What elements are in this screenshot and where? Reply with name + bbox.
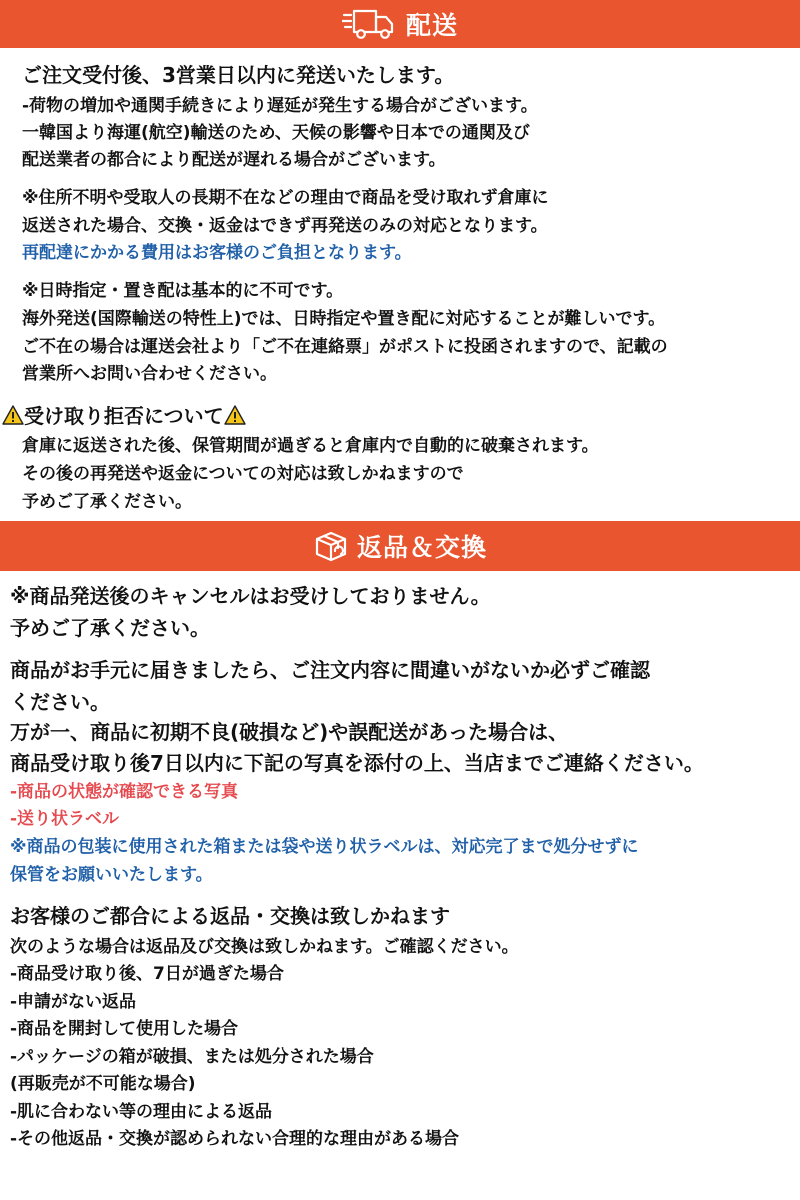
warning-icon — [224, 405, 246, 425]
returns-line: -肌に合わない等の理由による返品 — [10, 1102, 273, 1122]
refusal-line: 予めご了承ください。 — [22, 492, 192, 512]
shipping-line: ※住所不明や受取人の長期不在などの理由で商品を受け取れず倉庫に — [22, 188, 549, 208]
shipping-line: ご不在の場合は運送会社より「ご不在連絡票」がポストに投函されますので、記載の — [22, 337, 668, 357]
returns-line: 商品受け取り後7日以内に下記の写真を添付の上、当店までご連絡ください。 — [10, 751, 704, 775]
shipping-banner — [0, 0, 800, 48]
returns-line: ※商品発送後のキャンセルはお受けしておりません。 — [10, 584, 491, 608]
shipping-line: ※日時指定・置き配は基本的に不可です。 — [22, 281, 344, 301]
returns-line: (再販売が不可能な場合) — [10, 1074, 196, 1094]
shipping-line: 配送業者の都合により配送が遅れる場合がございます。 — [22, 150, 446, 170]
returns-line-note: ※商品の包装に使用された箱または袋や送り状ラベルは、対応完了まで処分せずに — [10, 837, 639, 857]
returns-line: 次のような場合は返品及び交換は致しかねます。ご確認ください。 — [10, 937, 519, 957]
returns-line: 予めご了承ください。 — [10, 616, 210, 640]
shipping-line-note: 再配達にかかる費用はお客様のご負担となります。 — [22, 243, 412, 263]
returns-line: ください。 — [10, 690, 110, 714]
package-box-icon — [313, 529, 349, 563]
returns-line: -商品を開封して使用した場合 — [10, 1019, 239, 1039]
shipping-line: ご注文受付後、3営業日以内に発送いたします。 — [22, 63, 455, 87]
returns-line: -パッケージの箱が破損、または処分された場合 — [10, 1047, 374, 1067]
shipping-line: -荷物の増加や通関手続きにより遅延が発生する場合がございます。 — [22, 96, 538, 116]
shipping-line: 海外発送(国際輸送の特性上)では、日時指定や置き配に対応することが難しいです。 — [22, 309, 666, 329]
returns-banner — [0, 521, 800, 571]
shipping-line: 一韓国より海運(航空)輸送のため、天候の影響や日本での通関及び — [22, 123, 530, 143]
refusal-line: 倉庫に返送された後、保管期間が過ぎると倉庫内で自動的に破棄されます。 — [22, 436, 599, 456]
returns-title: 返品＆交換 — [356, 533, 487, 562]
shipping-line: 営業所へお問い合わせください。 — [22, 364, 277, 384]
warning-icon — [2, 405, 24, 425]
returns-line: 商品がお手元に届きましたら、ご注文内容に間違いがないか必ずご確認 — [10, 658, 650, 682]
shipping-line: 返送された場合、交換・返金はできず再発送のみの対応となります。 — [22, 216, 548, 236]
returns-line: -その他返品・交換が認められない合理的な理由がある場合 — [10, 1129, 460, 1149]
returns-line: -商品受け取り後、7日が過ぎた場合 — [10, 964, 284, 984]
shipping-title: 配送 — [405, 11, 458, 40]
returns-line-label: -送り状ラベル — [10, 809, 120, 829]
refusal-heading-text: 受け取り拒否について — [24, 404, 224, 428]
refusal-line: その後の再発送や返金についての対応は致しかねますので — [22, 464, 464, 484]
returns-line-note: 保管をお願いいたします。 — [10, 865, 213, 885]
returns-line: 万が一、商品に初期不良(破損など)や誤配送があった場合は、 — [10, 720, 569, 744]
returns-line-photo: -商品の状態が確認できる写真 — [10, 782, 239, 802]
refusal-heading — [2, 400, 246, 429]
delivery-truck-icon — [342, 7, 398, 41]
returns-subheading: お客様のご都合による返品・交換は致しかねます — [10, 904, 450, 928]
returns-line: -申請がない返品 — [10, 992, 137, 1012]
